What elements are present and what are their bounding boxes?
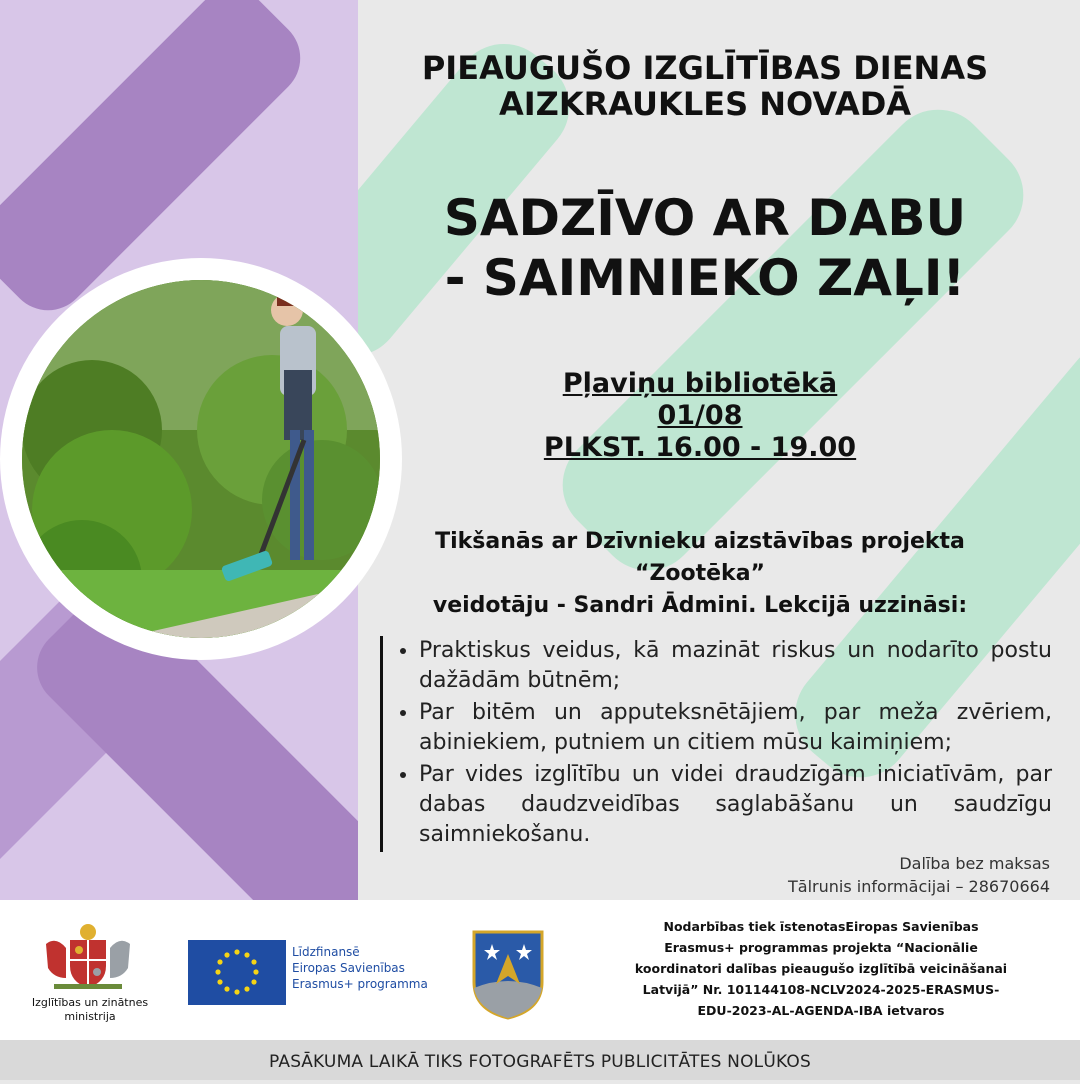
funding-line1: Nodarbības tiek īstenotasEiropas Savienības (663, 919, 979, 934)
gardener-trimming-lawn-image (22, 280, 380, 638)
event-title (380, 188, 1030, 308)
topics-list (380, 636, 1052, 852)
ministry-label-line2: ministrija (64, 1010, 116, 1023)
event-title-line2: - SAIMNIEKO ZAĻI! (444, 249, 966, 307)
latvia-coat-of-arms-icon (40, 920, 136, 992)
eu-label-line3: Erasmus+ programma (292, 977, 428, 991)
funding-line4: Latvijā” Nr. 101144108-NCLV2024-2025-ERASMUS- (642, 982, 1000, 997)
meeting-intro-line2: veidotāju - Sandri Ādmini. Lekcijā uzzināsi: (432, 593, 968, 618)
phone-info: Tālrunis informācijai – 28670664 (788, 877, 1050, 896)
funding-line3: koordinatori dalības pieaugušo izglītībā veicināšanai (634, 961, 1008, 976)
eu-label-line1: Līdzfinansē (292, 945, 360, 959)
free-participation: Dalība bez maksas (899, 854, 1050, 873)
eu-label-line2: Eiropas Savienības (292, 961, 405, 975)
topic-item: • Praktiskus veidus, kā mazināt riskus un nodarīto postu dažādām būtnēm; (419, 636, 1052, 696)
event-place: Pļaviņu bibliotēkā (562, 368, 838, 399)
eu-flag-icon (188, 940, 286, 1005)
event-series-title (380, 50, 1030, 122)
event-time: PLKST. 16.00 - 19.00 (543, 432, 857, 463)
event-title-line1: SADZĪVO AR DABU (443, 189, 967, 247)
topic-item: • Par vides izglītību un videi draudzīgām iniciatīvām, par dabas daudzveidības saglabāšanu un saudzīgu saimniekošanu. (419, 760, 1052, 850)
event-date: 01/08 (657, 400, 743, 431)
event-series-title-line1: PIEAUGUŠO IZGLĪTĪBAS DIENAS (421, 49, 989, 87)
meeting-intro (380, 526, 1020, 622)
gardener-photo (22, 280, 380, 638)
eu-cofunding-label (292, 944, 428, 992)
ministry-label-line1: Izglītības un zinātnes (31, 996, 149, 1009)
photography-notice: PASĀKUMA LAIKĀ TIKS FOTOGRAFĒTS PUBLICITĀTES NOLŪKOS (0, 1040, 1080, 1080)
topic-item: • Par bitēm un apputeksnētājiem, par meža zvēriem, abiniekiem, putniem un citiem mūsu kaimiņiem; (419, 698, 1052, 758)
funding-line5: EDU-2023-AL-AGENDA-IBA ietvaros (697, 1003, 945, 1018)
meeting-intro-line1: Tikšanās ar Dzīvnieku aizstāvības projekta “Zootēka” (435, 529, 965, 586)
funding-line2: Erasmus+ programmas projekta “Nacionālie (664, 940, 978, 955)
event-series-title-line2: AIZKRAUKLES NOVADĀ (498, 85, 912, 123)
aizkraukle-coat-of-arms-icon (470, 928, 546, 1020)
ministry-label (25, 996, 155, 1024)
event-details (380, 368, 1020, 464)
participation-info (788, 852, 1050, 898)
partner-footer (0, 900, 1080, 1040)
funding-statement (616, 916, 1026, 1021)
